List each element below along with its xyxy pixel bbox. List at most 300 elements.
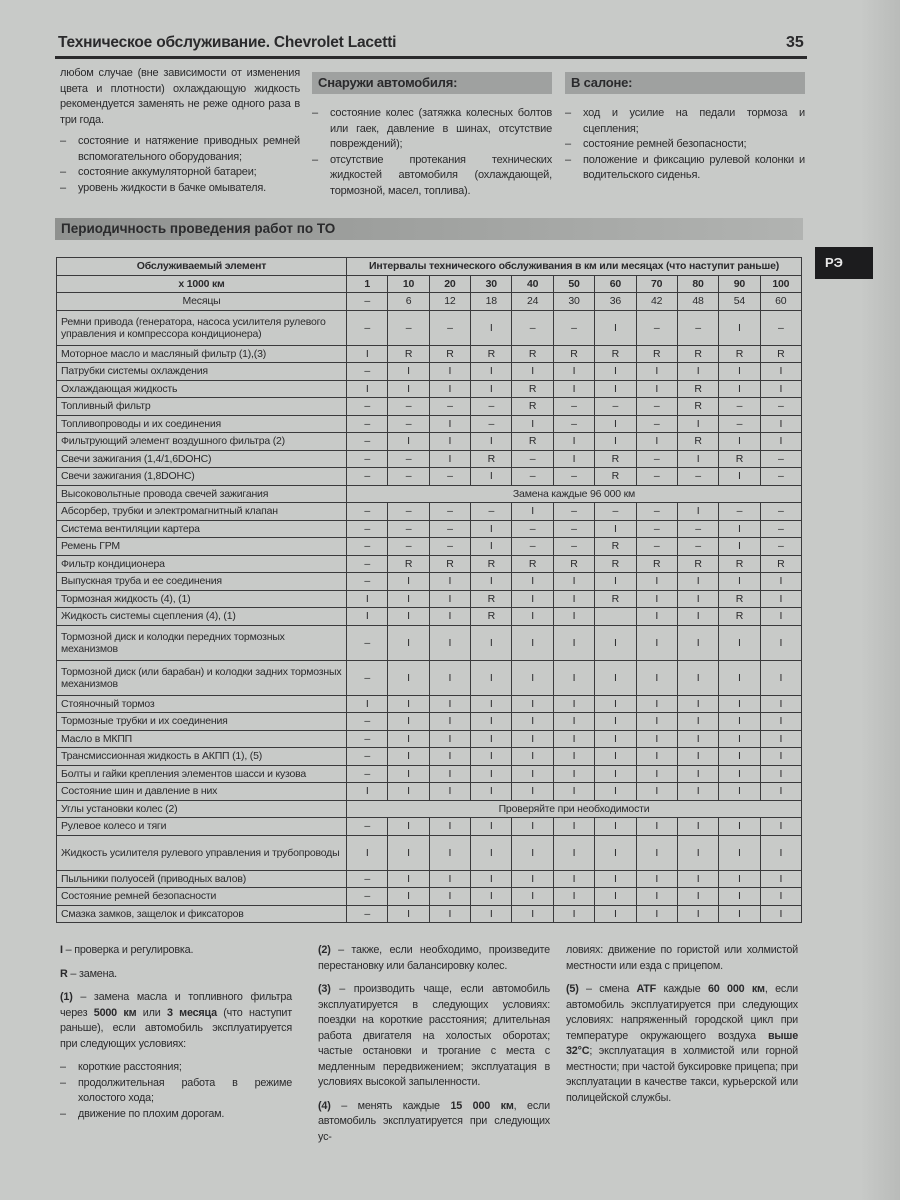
interval-cell: I <box>512 573 553 591</box>
footnote-text: (что наступит раньше), если автомобиль эксплуатируется при следующих условиях: <box>60 1006 292 1050</box>
dash-bullet: – <box>60 181 66 194</box>
interval-cell: R <box>471 345 512 363</box>
interval-cell: I <box>429 415 470 433</box>
bullet-text: состояние колес (затяжка колесных болтов или гаек, давление в шинах, отсутствие повреждений); <box>330 107 552 150</box>
footnote-text: , если автомобиль эксплуатируется при следующих условиях: напряженный городской цикл при температуре окружающего воздуха <box>566 983 798 1042</box>
intro-left-column <box>60 66 300 196</box>
interval-cell: I <box>677 765 718 783</box>
interval-cell: I <box>388 730 429 748</box>
interval-cell: I <box>512 590 553 608</box>
interval-cell: – <box>347 730 388 748</box>
interval-cell: I <box>636 748 677 766</box>
km-value: 100 <box>760 275 801 293</box>
page-edge-shadow <box>860 0 900 1200</box>
table-row <box>57 888 802 906</box>
interval-cell: – <box>636 520 677 538</box>
interval-cell: – <box>347 503 388 521</box>
interval-cell: R <box>595 590 636 608</box>
item-name: Тормозной диск (или барабан) и колодки задних тормозных механизмов <box>57 660 347 695</box>
interval-cell: I <box>677 415 718 433</box>
interval-cell: I <box>760 573 801 591</box>
interval-cell: I <box>595 888 636 906</box>
interval-cell: R <box>553 555 594 573</box>
item-name: Высоковольтные провода свечей зажигания <box>57 485 347 503</box>
interval-cell: I <box>677 905 718 923</box>
km-value: 90 <box>719 275 760 293</box>
footnote-text: ATF <box>636 983 657 995</box>
interval-cell: I <box>471 573 512 591</box>
interval-cell: – <box>471 503 512 521</box>
interval-cell: I <box>471 538 512 556</box>
item-name: Смазка замков, защелок и фиксаторов <box>57 905 347 923</box>
interval-cell: I <box>388 748 429 766</box>
interval-cell: I <box>636 363 677 381</box>
interval-cell: R <box>471 450 512 468</box>
interval-cell: I <box>760 905 801 923</box>
interval-cell: I <box>553 748 594 766</box>
item-name: Рулевое колесо и тяги <box>57 818 347 836</box>
interval-cell: R <box>677 555 718 573</box>
item-name: Пыльники полуосей (приводных валов) <box>57 870 347 888</box>
interval-cell: I <box>471 888 512 906</box>
table-row <box>57 520 802 538</box>
interval-cell: I <box>429 625 470 660</box>
interval-cell: I <box>719 625 760 660</box>
notes-column-2 <box>318 943 550 1153</box>
bullet-text: уровень жидкости в бачке омывателя. <box>78 181 266 194</box>
interval-cell: I <box>636 660 677 695</box>
interval-cell: I <box>512 730 553 748</box>
interval-cell: – <box>429 468 470 486</box>
footnote-text: , если автомобиль эксплуатируется при следующих ус- <box>318 1099 550 1143</box>
interval-cell: I <box>429 765 470 783</box>
interval-cell: I <box>760 765 801 783</box>
footnote <box>566 943 798 974</box>
km-label: x 1000 км <box>57 275 347 293</box>
interval-cell: R <box>512 398 553 416</box>
interval-cell: R <box>429 345 470 363</box>
table-row <box>57 415 802 433</box>
months-value: 42 <box>636 293 677 311</box>
interval-cell: I <box>553 783 594 801</box>
interval-cell: – <box>677 310 718 345</box>
interval-cell: – <box>677 538 718 556</box>
table-row <box>57 468 802 486</box>
interval-cell: R <box>595 538 636 556</box>
km-value: 10 <box>388 275 429 293</box>
footnote-text: выше 32°C <box>566 1029 798 1057</box>
interval-cell: I <box>595 765 636 783</box>
interval-cell: I <box>719 695 760 713</box>
interval-cell: – <box>471 398 512 416</box>
table-row <box>57 660 802 695</box>
table-row <box>57 485 802 503</box>
interval-cell: – <box>388 398 429 416</box>
section-title: Периодичность проведения работ по ТО <box>55 218 803 240</box>
interval-cell: – <box>636 398 677 416</box>
page-number: 35 <box>786 34 804 51</box>
interval-cell: – <box>719 415 760 433</box>
interval-cell: I <box>429 818 470 836</box>
footnote-text: (4) <box>318 1099 331 1112</box>
months-value: 36 <box>595 293 636 311</box>
km-value: 80 <box>677 275 718 293</box>
header-rule <box>55 56 807 59</box>
interval-cell: – <box>636 310 677 345</box>
months-value: 6 <box>388 293 429 311</box>
interval-cell: R <box>388 555 429 573</box>
table-row <box>57 380 802 398</box>
months-value: – <box>347 293 388 311</box>
interval-cell: I <box>347 608 388 626</box>
interval-cell: I <box>429 660 470 695</box>
interval-cell: I <box>677 835 718 870</box>
bullet-text: продолжительная работа в режиме холостого хода; <box>78 1076 292 1104</box>
interval-cell: I <box>719 363 760 381</box>
interval-cell: I <box>512 415 553 433</box>
interval-cell: I <box>677 695 718 713</box>
months-row <box>57 293 802 311</box>
item-name: Тормозные трубки и их соединения <box>57 713 347 731</box>
item-name: Выпускная труба и ее соединения <box>57 573 347 591</box>
interval-cell: R <box>760 555 801 573</box>
interval-cell: I <box>677 660 718 695</box>
interval-cell: – <box>347 555 388 573</box>
interval-cell: I <box>719 468 760 486</box>
interval-cell: I <box>595 835 636 870</box>
table-row <box>57 573 802 591</box>
interval-cell: I <box>388 573 429 591</box>
bullet-text: ход и усилие на педали тормоза и сцепления; <box>583 107 805 135</box>
interval-cell: I <box>760 380 801 398</box>
interval-cell: I <box>429 748 470 766</box>
months-label: Месяцы <box>57 293 347 311</box>
bullet-text: движение по плохим дорогам. <box>78 1107 225 1120</box>
bullet-item <box>565 153 805 184</box>
interval-cell: – <box>347 450 388 468</box>
interval-cell: I <box>429 713 470 731</box>
item-name: Ремни привода (генератора, насоса усилителя рулевого управления и компрессора кондиционера) <box>57 310 347 345</box>
interval-cell: I <box>553 870 594 888</box>
months-value: 54 <box>719 293 760 311</box>
interval-cell: – <box>347 713 388 731</box>
interval-cell: I <box>347 590 388 608</box>
interval-cell: I <box>512 660 553 695</box>
interval-cell: I <box>760 888 801 906</box>
table-row <box>57 345 802 363</box>
interval-cell: I <box>471 730 512 748</box>
interval-cell: I <box>636 573 677 591</box>
interval-cell: R <box>719 608 760 626</box>
interval-cell: I <box>347 695 388 713</box>
table-row <box>57 730 802 748</box>
item-name: Жидкость системы сцепления (4), (1) <box>57 608 347 626</box>
interval-cell: I <box>388 363 429 381</box>
table-row <box>57 503 802 521</box>
interval-cell: I <box>760 590 801 608</box>
interval-cell: I <box>553 818 594 836</box>
interval-cell: – <box>512 310 553 345</box>
interval-cell: I <box>553 625 594 660</box>
interval-cell: I <box>636 608 677 626</box>
interval-cell: I <box>429 870 470 888</box>
interval-cell: – <box>347 765 388 783</box>
table-row <box>57 450 802 468</box>
table-row <box>57 695 802 713</box>
interval-cell: I <box>677 363 718 381</box>
interval-cell: I <box>760 415 801 433</box>
interval-cell: I <box>719 905 760 923</box>
interval-cell: I <box>636 888 677 906</box>
interval-cell: – <box>347 818 388 836</box>
interval-note: Проверяйте при необходимости <box>347 800 802 818</box>
interval-cell: – <box>388 415 429 433</box>
footnote-text: ловиях: движение по гористой или холмистой местности или езда с прицепом. <box>566 944 798 972</box>
footnote-text: – менять каждые <box>330 1099 451 1112</box>
interval-cell: R <box>429 555 470 573</box>
interval-cell: I <box>512 363 553 381</box>
interval-cell: I <box>677 573 718 591</box>
interval-cell: I <box>553 573 594 591</box>
item-name: Стояночный тормоз <box>57 695 347 713</box>
km-value: 1 <box>347 275 388 293</box>
interval-cell: I <box>553 713 594 731</box>
interval-cell: I <box>388 905 429 923</box>
interval-cell: I <box>677 888 718 906</box>
interval-cell: R <box>719 555 760 573</box>
bullet-item <box>312 153 552 200</box>
interval-cell: – <box>512 538 553 556</box>
interval-cell: R <box>719 450 760 468</box>
table-header-row <box>57 258 802 276</box>
footnote <box>318 1099 550 1146</box>
interval-cell: I <box>677 590 718 608</box>
footnote <box>318 982 550 1091</box>
notes-column-3 <box>566 943 798 1114</box>
footnote-text: ; эксплуатация в холмистой или горной местности; при частой буксировке прицепа; при эксплуатации в качестве такси, курьерской или полицейской службы. <box>566 1045 798 1104</box>
interval-cell: R <box>388 345 429 363</box>
interval-cell: I <box>388 433 429 451</box>
dash-bullet: – <box>312 153 318 166</box>
item-name: Состояние шин и давление в них <box>57 783 347 801</box>
interval-cell: I <box>429 835 470 870</box>
interval-cell: I <box>347 835 388 870</box>
interval-cell: R <box>677 433 718 451</box>
interval-cell: I <box>760 363 801 381</box>
interval-cell: – <box>553 398 594 416</box>
interval-cell: I <box>388 625 429 660</box>
table-row <box>57 818 802 836</box>
km-row <box>57 275 802 293</box>
footnote <box>566 982 798 1106</box>
bullet-text: состояние ремней безопасности; <box>583 138 747 150</box>
interval-cell: – <box>677 468 718 486</box>
interval-cell: – <box>347 468 388 486</box>
interval-cell: I <box>760 730 801 748</box>
footnote-text: – смена <box>578 983 637 995</box>
interval-cell: – <box>595 503 636 521</box>
dash-bullet: – <box>565 107 571 119</box>
interval-cell: – <box>347 905 388 923</box>
footnote-bullet <box>60 1076 292 1107</box>
item-name: Состояние ремней безопасности <box>57 888 347 906</box>
interval-cell: I <box>636 713 677 731</box>
interval-cell: I <box>388 590 429 608</box>
interval-cell: I <box>636 695 677 713</box>
column-header-intervals: Интервалы технического обслуживания в км или месяцах (что наступит раньше) <box>347 258 802 276</box>
cabin-column <box>565 72 805 184</box>
interval-cell: I <box>636 765 677 783</box>
interval-cell: I <box>553 835 594 870</box>
months-value: 60 <box>760 293 801 311</box>
footnote-text: каждые <box>656 983 708 995</box>
interval-cell: I <box>429 783 470 801</box>
interval-cell: I <box>719 818 760 836</box>
months-value: 48 <box>677 293 718 311</box>
interval-cell: I <box>595 380 636 398</box>
interval-cell: I <box>471 468 512 486</box>
interval-cell: – <box>429 310 470 345</box>
interval-cell: – <box>347 310 388 345</box>
interval-cell: I <box>719 888 760 906</box>
interval-cell: I <box>388 818 429 836</box>
interval-cell: I <box>388 835 429 870</box>
interval-cell: I <box>553 905 594 923</box>
table-row <box>57 608 802 626</box>
interval-cell: I <box>553 888 594 906</box>
item-name: Тормозная жидкость (4), (1) <box>57 590 347 608</box>
interval-cell: I <box>471 363 512 381</box>
footnote-text: – производить чаще, если автомобиль эксплуатируется в следующих условиях: поездки на короткие расстояния; длительная работа двигателя на холостых оборотах; частые остановки и трогание с места с медленным передвижением; эксплуатация в условиях высокой запыленности. <box>318 983 550 1088</box>
table-row <box>57 433 802 451</box>
table-row <box>57 363 802 381</box>
bullet-text: состояние аккумуляторной батареи; <box>78 166 257 178</box>
interval-cell: I <box>719 660 760 695</box>
interval-cell: – <box>677 520 718 538</box>
interval-cell: I <box>760 625 801 660</box>
interval-cell: – <box>553 468 594 486</box>
table-row <box>57 625 802 660</box>
interval-cell: I <box>512 713 553 731</box>
interval-cell: – <box>636 415 677 433</box>
item-name: Патрубки системы охлаждения <box>57 363 347 381</box>
side-tab: РЭ <box>815 247 873 279</box>
interval-cell: I <box>512 748 553 766</box>
interval-cell: I <box>388 783 429 801</box>
bullet-item <box>565 106 805 137</box>
footnote-text: 60 000 км <box>707 983 765 995</box>
interval-cell: I <box>347 345 388 363</box>
interval-cell: I <box>595 520 636 538</box>
table-row <box>57 835 802 870</box>
bullet-item <box>565 137 805 153</box>
interval-cell: I <box>595 415 636 433</box>
km-value: 20 <box>429 275 470 293</box>
interval-cell: – <box>760 450 801 468</box>
dash-bullet: – <box>312 107 318 119</box>
interval-cell: I <box>677 730 718 748</box>
interval-cell: I <box>471 433 512 451</box>
interval-cell: R <box>719 345 760 363</box>
interval-cell: I <box>719 783 760 801</box>
intro-left-bullets <box>60 134 300 196</box>
interval-cell: R <box>595 555 636 573</box>
interval-cell: I <box>471 695 512 713</box>
interval-cell: I <box>553 730 594 748</box>
interval-cell: – <box>636 503 677 521</box>
footnote <box>60 990 292 1052</box>
interval-cell: R <box>760 345 801 363</box>
interval-cell: I <box>636 590 677 608</box>
bullet-text: положение и фиксацию рулевой колонки и водительского сиденья. <box>583 153 805 181</box>
column-header-item: Обслуживаемый элемент <box>57 258 347 276</box>
interval-cell: I <box>553 660 594 695</box>
interval-cell: – <box>429 503 470 521</box>
interval-cell: – <box>429 398 470 416</box>
footnote-bullet <box>60 1060 292 1076</box>
footnote <box>318 943 550 974</box>
interval-cell: I <box>553 450 594 468</box>
interval-cell: I <box>595 573 636 591</box>
interval-cell: – <box>347 520 388 538</box>
interval-cell: I <box>760 818 801 836</box>
interval-cell: – <box>760 503 801 521</box>
km-value: 50 <box>553 275 594 293</box>
item-name: Свечи зажигания (1,4/1,6DOHC) <box>57 450 347 468</box>
interval-cell: – <box>471 415 512 433</box>
outside-column <box>312 72 552 199</box>
footnote-text: 5000 км <box>93 1006 137 1019</box>
interval-cell: R <box>595 468 636 486</box>
interval-cell: I <box>347 380 388 398</box>
interval-cell: – <box>553 520 594 538</box>
interval-cell: I <box>595 818 636 836</box>
interval-cell: I <box>760 433 801 451</box>
interval-cell: I <box>471 660 512 695</box>
interval-cell: I <box>429 730 470 748</box>
interval-cell: R <box>677 345 718 363</box>
interval-cell: – <box>553 415 594 433</box>
interval-cell: R <box>471 590 512 608</box>
interval-cell: – <box>388 450 429 468</box>
interval-cell: – <box>347 398 388 416</box>
interval-cell: R <box>553 345 594 363</box>
interval-cell: I <box>471 818 512 836</box>
footnote-text: (3) <box>318 983 331 995</box>
footnote-text: 15 000 км <box>450 1099 514 1112</box>
item-name: Фильтрующий элемент воздушного фильтра (2) <box>57 433 347 451</box>
interval-cell: – <box>760 310 801 345</box>
interval-cell: I <box>553 590 594 608</box>
running-header-title: Техническое обслуживание. Chevrolet Lacetti <box>58 34 397 51</box>
outside-heading: Снаружи автомобиля: <box>312 72 552 94</box>
interval-cell: R <box>512 555 553 573</box>
interval-cell: – <box>388 520 429 538</box>
interval-cell: I <box>636 730 677 748</box>
bullet-text: состояние и натяжение приводных ремней вспомогательного оборудования; <box>78 135 300 163</box>
interval-cell: I <box>636 870 677 888</box>
bullet-item <box>312 106 552 153</box>
interval-cell: I <box>677 818 718 836</box>
footnote-text: I <box>60 944 63 956</box>
interval-cell: I <box>388 765 429 783</box>
interval-cell: I <box>719 870 760 888</box>
interval-note: Замена каждые 96 000 км <box>347 485 802 503</box>
interval-cell: I <box>636 433 677 451</box>
interval-cell: R <box>512 380 553 398</box>
bullet-item <box>60 181 300 197</box>
dash-bullet: – <box>60 1076 66 1089</box>
